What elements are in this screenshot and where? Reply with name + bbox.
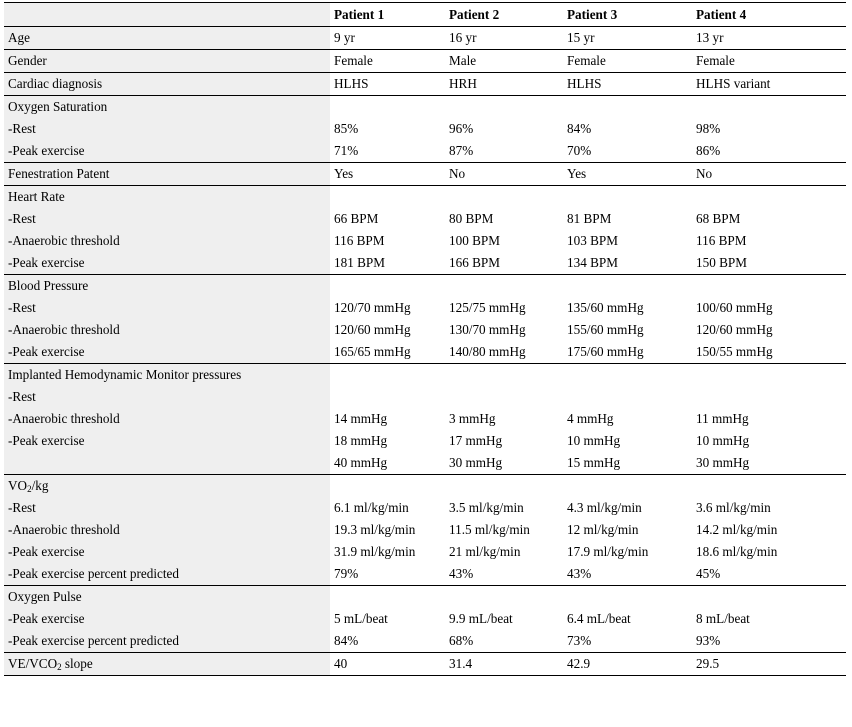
- table-cell: [563, 275, 692, 298]
- table-cell: 16 yr: [445, 27, 563, 50]
- table-cell: HLHS: [330, 73, 445, 96]
- table-row: [4, 608, 846, 630]
- table-cell: [330, 586, 445, 609]
- table-cell: 85%: [334, 121, 359, 136]
- header-cell: Patient 4: [692, 3, 846, 27]
- table-cell: 17 mmHg: [449, 433, 503, 448]
- table-row: [4, 586, 846, 609]
- table-row: [4, 408, 846, 430]
- row-label: -Rest: [4, 297, 330, 319]
- table-cell: 68 BPM: [696, 211, 741, 226]
- table-cell: 140/80 mmHg: [445, 341, 563, 364]
- table-cell: 30 mmHg: [445, 452, 563, 475]
- row-label: -Rest: [4, 208, 330, 230]
- table-cell: 10 mmHg: [696, 433, 750, 448]
- table-cell: 10 mmHg: [567, 433, 621, 448]
- table-cell: 96%: [449, 121, 474, 136]
- table-cell: HRH: [445, 73, 563, 96]
- table-cell: 116 BPM: [334, 233, 385, 248]
- table-cell: Male: [445, 50, 563, 73]
- table-cell: [330, 386, 445, 408]
- table-row: [4, 230, 846, 252]
- table-row: [4, 563, 846, 586]
- table-cell: 45%: [692, 563, 846, 586]
- table-cell: 98%: [696, 121, 721, 136]
- table-row: [4, 96, 846, 119]
- table-cell: No: [692, 163, 846, 186]
- row-label: -Anaerobic threshold: [4, 230, 330, 252]
- table-cell: [445, 96, 563, 119]
- table-cell: 43%: [445, 563, 563, 586]
- table-cell: [563, 386, 692, 408]
- table-cell: [330, 364, 445, 387]
- row-label: -Peak exercise percent predicted: [4, 630, 330, 653]
- table-cell: 150 BPM: [692, 252, 846, 275]
- table-cell: [445, 364, 563, 387]
- table-cell: [692, 275, 846, 298]
- row-label: -Anaerobic threshold: [4, 519, 330, 541]
- table-cell: 31.4: [445, 653, 563, 676]
- patient-comparison-table: [4, 2, 846, 676]
- table-cell: [563, 475, 692, 498]
- table-cell: 19.3 ml/kg/min: [334, 522, 416, 537]
- table-cell: [563, 186, 692, 209]
- table-cell: 30 mmHg: [692, 452, 846, 475]
- table-row: [4, 297, 846, 319]
- table-cell: 120/60 mmHg: [696, 322, 773, 337]
- table-cell: 120/60 mmHg: [334, 322, 411, 337]
- table-row: [4, 186, 846, 209]
- table-cell: 155/60 mmHg: [567, 322, 644, 337]
- table-cell: Female: [692, 50, 846, 73]
- table-cell: [692, 96, 846, 119]
- table-cell: 71%: [330, 140, 445, 163]
- row-label: -Peak exercise: [4, 252, 330, 275]
- table-cell: 166 BPM: [445, 252, 563, 275]
- row-label: Gender: [4, 50, 330, 73]
- table-cell: [330, 275, 445, 298]
- row-label: Fenestration Patent: [4, 163, 330, 186]
- table-cell: Yes: [330, 163, 445, 186]
- table-cell: 175/60 mmHg: [563, 341, 692, 364]
- header-cell: Patient 3: [563, 3, 692, 27]
- table-cell: 42.9: [563, 653, 692, 676]
- table-cell: 4 mmHg: [567, 411, 614, 426]
- table-body: [4, 27, 846, 676]
- table-cell: [692, 186, 846, 209]
- table-cell: 6.4 mL/beat: [567, 611, 631, 626]
- table-cell: [330, 475, 445, 498]
- table-cell: [445, 186, 563, 209]
- table-cell: 100/60 mmHg: [696, 300, 773, 315]
- table-cell: [445, 386, 563, 408]
- table-row: [4, 386, 846, 408]
- row-label: -Rest: [4, 497, 330, 519]
- table-row: [4, 475, 846, 498]
- table-cell: 68%: [445, 630, 563, 653]
- table-row: [4, 519, 846, 541]
- table-cell: 125/75 mmHg: [449, 300, 526, 315]
- row-label: -Anaerobic threshold: [4, 408, 330, 430]
- table-cell: 15 yr: [563, 27, 692, 50]
- table-cell: [330, 96, 445, 119]
- table-row: [4, 252, 846, 275]
- table-row: [4, 163, 846, 186]
- table-cell: 3.6 ml/kg/min: [696, 500, 771, 515]
- table-cell: [445, 275, 563, 298]
- table-cell: 84%: [330, 630, 445, 653]
- table-row: [4, 50, 846, 73]
- table-cell: 13 yr: [692, 27, 846, 50]
- table-cell: 66 BPM: [334, 211, 379, 226]
- table-cell: 70%: [563, 140, 692, 163]
- row-label: Oxygen Saturation: [4, 96, 330, 119]
- table-cell: 11.5 ml/kg/min: [449, 522, 530, 537]
- row-label: -Peak exercise: [4, 140, 330, 163]
- row-label: Heart Rate: [4, 186, 330, 209]
- table-cell: 40: [330, 653, 445, 676]
- table-cell: 3 mmHg: [449, 411, 496, 426]
- row-label: Blood Pressure: [4, 275, 330, 298]
- table-cell: 87%: [445, 140, 563, 163]
- row-label: $VE/VCO_2$ slope: [4, 653, 330, 676]
- table-row: [4, 341, 846, 364]
- table-cell: 86%: [692, 140, 846, 163]
- table-row: [4, 541, 846, 563]
- table-row: [4, 653, 846, 676]
- table-cell: 18 mmHg: [334, 433, 388, 448]
- table-cell: 6.1 ml/kg/min: [334, 500, 409, 515]
- row-label: Age: [4, 27, 330, 50]
- table-row: [4, 497, 846, 519]
- table-cell: Yes: [563, 163, 692, 186]
- table-cell: [330, 186, 445, 209]
- table-cell: 43%: [563, 563, 692, 586]
- row-label: Oxygen Pulse: [4, 586, 330, 609]
- table-cell: 4.3 ml/kg/min: [567, 500, 642, 515]
- table-cell: 100 BPM: [449, 233, 500, 248]
- table-cell: 81 BPM: [567, 211, 612, 226]
- table-cell: 17.9 ml/kg/min: [567, 544, 649, 559]
- table-cell: 80 BPM: [449, 211, 494, 226]
- table-row: [4, 364, 846, 387]
- row-label: -Peak exercise percent predicted: [4, 563, 330, 586]
- row-label: Cardiac diagnosis: [4, 73, 330, 96]
- table-cell: HLHS: [563, 73, 692, 96]
- table-row: [4, 319, 846, 341]
- row-label: -Peak exercise: [4, 341, 330, 364]
- table-cell: HLHS variant: [692, 73, 846, 96]
- row-label: -Peak exercise: [4, 541, 330, 563]
- table-cell: 135/60 mmHg: [567, 300, 644, 315]
- table-cell: 9.9 mL/beat: [449, 611, 513, 626]
- table-row: [4, 73, 846, 96]
- table-cell: 14 mmHg: [334, 411, 388, 426]
- table-cell: [692, 475, 846, 498]
- table-cell: 93%: [692, 630, 846, 653]
- table-cell: 40 mmHg: [330, 452, 445, 475]
- table-row: [4, 140, 846, 163]
- row-label: [4, 452, 330, 475]
- table-cell: [563, 96, 692, 119]
- table-cell: 21 ml/kg/min: [449, 544, 521, 559]
- row-label: $VO_2/kg$: [4, 475, 330, 498]
- table-cell: [692, 364, 846, 387]
- table-cell: [445, 475, 563, 498]
- table-cell: 14.2 ml/kg/min: [696, 522, 778, 537]
- row-label: -Rest: [4, 118, 330, 140]
- table-row: [4, 452, 846, 475]
- table-row: [4, 208, 846, 230]
- table-cell: [563, 586, 692, 609]
- table-cell: 165/65 mmHg: [330, 341, 445, 364]
- header-cell: Patient 1: [330, 3, 445, 27]
- table-cell: 31.9 ml/kg/min: [334, 544, 416, 559]
- row-label: -Anaerobic threshold: [4, 319, 330, 341]
- table-cell: 120/70 mmHg: [334, 300, 411, 315]
- table-cell: 84%: [567, 121, 592, 136]
- row-label: -Peak exercise: [4, 430, 330, 452]
- table-cell: Female: [330, 50, 445, 73]
- header-cell: Patient 2: [445, 3, 563, 27]
- table-cell: 12 ml/kg/min: [567, 522, 639, 537]
- table-cell: 8 mL/beat: [696, 611, 750, 626]
- header-cell: [4, 3, 330, 27]
- row-label: Implanted Hemodynamic Monitor pressures: [4, 364, 330, 387]
- row-label: -Rest: [4, 386, 330, 408]
- table-cell: 73%: [563, 630, 692, 653]
- table-cell: 103 BPM: [567, 233, 618, 248]
- table-cell: 18.6 ml/kg/min: [696, 544, 778, 559]
- row-label: -Peak exercise: [4, 608, 330, 630]
- table-cell: 9 yr: [330, 27, 445, 50]
- table-cell: 11 mmHg: [696, 411, 749, 426]
- table-row: [4, 630, 846, 653]
- table-row: [4, 118, 846, 140]
- table-cell: 3.5 ml/kg/min: [449, 500, 524, 515]
- table-cell: No: [445, 163, 563, 186]
- table-cell: [692, 586, 846, 609]
- table-cell: [445, 586, 563, 609]
- table-cell: Female: [563, 50, 692, 73]
- table-cell: 130/70 mmHg: [449, 322, 526, 337]
- table-cell: 134 BPM: [563, 252, 692, 275]
- table-row: [4, 430, 846, 452]
- table-cell: 181 BPM: [330, 252, 445, 275]
- table-cell: 79%: [330, 563, 445, 586]
- table-cell: 150/55 mmHg: [692, 341, 846, 364]
- table-cell: 5 mL/beat: [334, 611, 388, 626]
- table-cell: [692, 386, 846, 408]
- table-row: [4, 275, 846, 298]
- table-cell: 29.5: [692, 653, 846, 676]
- table-cell: 15 mmHg: [563, 452, 692, 475]
- table-row: [4, 27, 846, 50]
- table-header-row: [4, 3, 846, 27]
- table-cell: 116 BPM: [696, 233, 747, 248]
- table-cell: [563, 364, 692, 387]
